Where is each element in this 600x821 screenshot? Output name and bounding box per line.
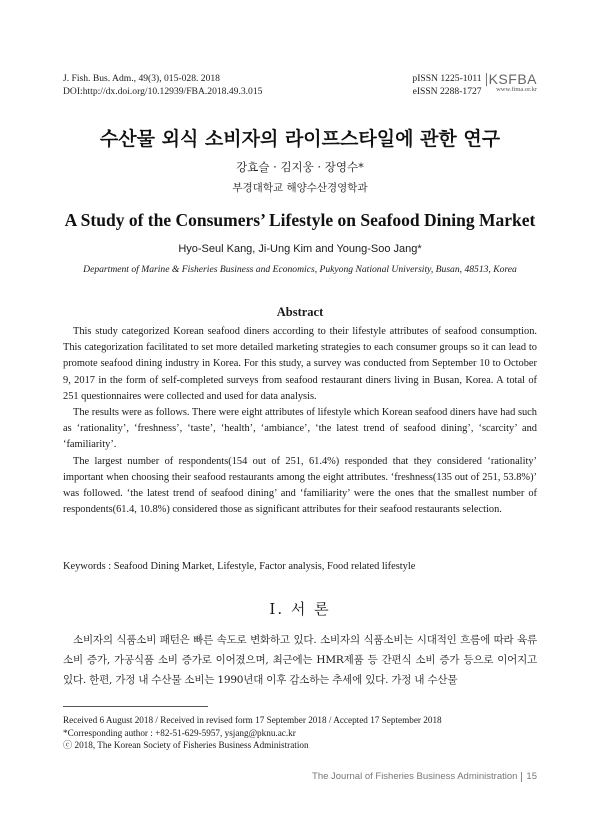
- abstract-paragraph: This study categorized Korean seafood diners according to their lifestyle attributes of seafood consumption. This categorization facilitated to set more detailed marketing strategies to each consumer groups so it can lead to promote seafood dining industry in Korea. For this study, a survey was conducted from September 10 to October 9, 2017 in the form of self-completed surveys from seafood restaurant diners living in Busan, Korea. A total of 251 questionnaires were collected and used for data analysis.: [63, 326, 537, 402]
- society-website[interactable]: www.fima.or.kr: [496, 86, 537, 93]
- affiliation-korean: 부경대학교 해양수산경영학과: [232, 182, 368, 194]
- footer-divider: [521, 772, 522, 782]
- issn-block: [412, 72, 537, 98]
- abstract-body: [63, 324, 537, 518]
- introduction-paragraph: 소비자의 식품소비 패턴은 빠른 속도로 변화하고 있다. 소비자의 식품소비는 시대적인 흐름에 따라 육류 소비 증가, 가공식품 소비 증가로 이어졌으며, 최근에는 HMR제품 등 간편식 소비 증가 등으로 이어지고 있다. 한편, 가정 내 수산물 소비는 1990년대 이후 감소하는 추세에 있다. 가정 내 수산물: [63, 634, 537, 686]
- keywords: Keywords : Seafood Dining Market, Lifestyle, Factor analysis, Food related lifestyle: [63, 561, 416, 572]
- eissn: eISSN 2288-1727: [412, 86, 482, 97]
- section-heading: Ⅰ. 서 론: [269, 600, 331, 618]
- affiliation-english: Department of Marine & Fisheries Business and Economics, Pukyong National University, Busan, 48513, Korea: [83, 264, 517, 275]
- journal-reference: J. Fish. Bus. Adm., 49(3), 015-028. 2018: [63, 73, 220, 84]
- title-english: A Study of the Consumers’ Lifestyle on Seafood Dining Market: [64, 210, 536, 230]
- logo-text: KSFBA: [488, 71, 537, 87]
- authors-korean: 강효슬 · 김지웅 · 장영수*: [236, 160, 364, 174]
- title-korean: 수산물 외식 소비자의 라이프스타일에 관한 연구: [99, 128, 501, 150]
- pissn: pISSN 1225-1011: [412, 73, 482, 84]
- footnote-divider: [63, 706, 208, 707]
- journal-header: [63, 72, 262, 98]
- footnotes: [63, 714, 442, 752]
- society-logo: [486, 72, 537, 94]
- corresponding-author: *Corresponding author : +82-51-629-5957, ysjang@pknu.ac.kr: [63, 727, 296, 738]
- abstract-heading: Abstract: [276, 305, 324, 319]
- abstract-paragraph: The largest number of respondents(154 out of 251, 61.4%) responded that they considered ‘rationality’ important when choosing their seafood restaurants among the eight attributes. ‘freshness(135 out of 251, 53.8%)’ was followed. ‘the latest trend of seafood dining’ and ‘familiarity’ were the ones that the smallest number of respondents(61.4, 10.8%) considered those as significant attributes for their seafood restaurants selection.: [63, 455, 537, 516]
- footer-journal-name: The Journal of Fisheries Business Administration: [312, 771, 518, 782]
- abstract-paragraph: The results were as follows. There were eight attributes of lifestyle which Korean seafood diners have had such as ‘rationality’, ‘freshness’, ‘taste’, ‘health’, ‘ambiance’, ‘the latest trend of seafood dining’, ‘scarcity’ and ‘familiarity’.: [63, 407, 537, 451]
- copyright: ⓒ 2018, The Korean Society of Fisheries Business Administration: [63, 740, 309, 750]
- page-footer: [312, 771, 537, 782]
- received-dates: Received 6 August 2018 / Received in revised form 17 September 2018 / Accepted 17 September 2018: [63, 715, 442, 725]
- authors-english: Hyo-Seul Kang, Ji-Ung Kim and Young-Soo Jang*: [178, 243, 422, 255]
- doi-link[interactable]: DOI:http://dx.doi.org/10.12939/FBA.2018.49.3.015: [63, 86, 263, 97]
- logo-divider: [486, 73, 487, 86]
- page-number: 15: [526, 771, 537, 782]
